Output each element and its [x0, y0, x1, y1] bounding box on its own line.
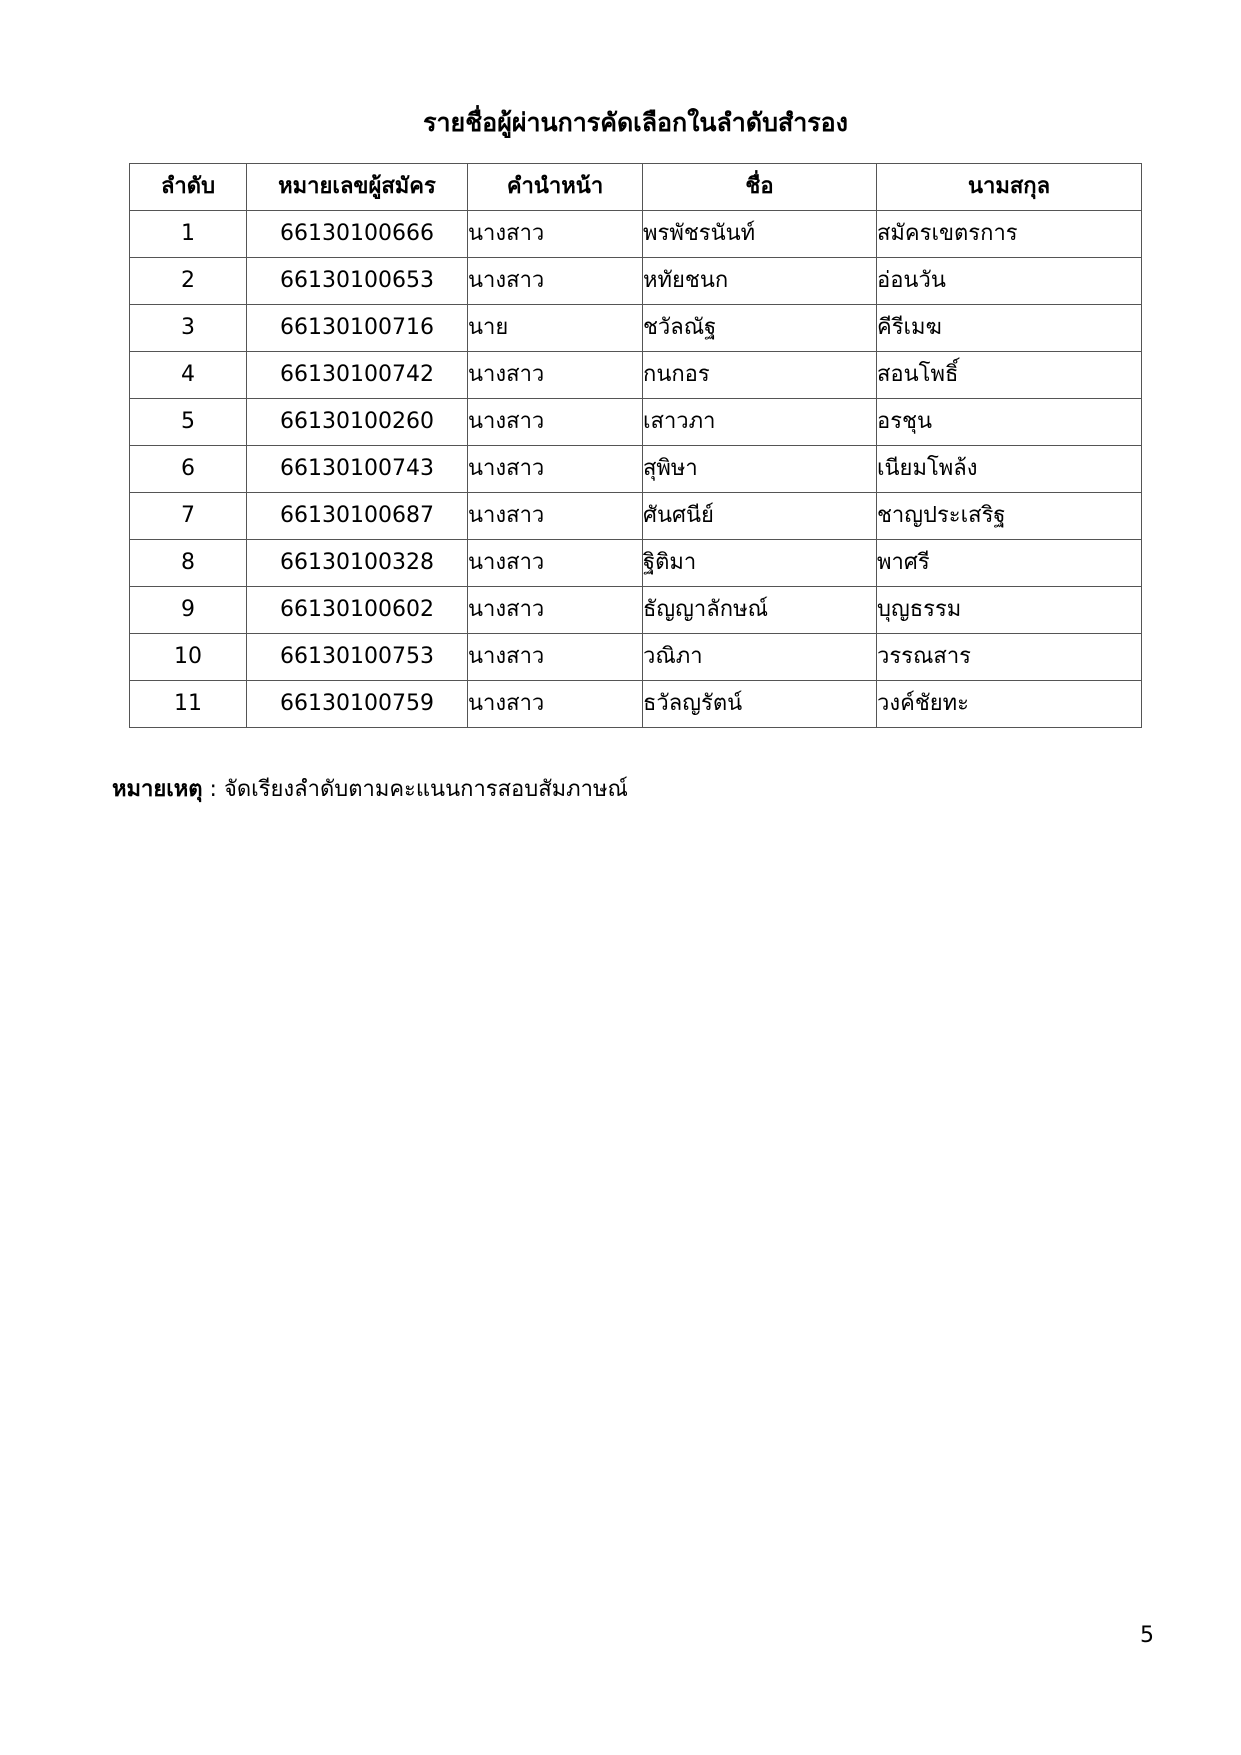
table-header-row [130, 164, 1142, 211]
prefix-cell: นางสาว [468, 681, 643, 728]
first-name-cell: ศันศนีย์ [643, 493, 877, 540]
table-row [130, 211, 1142, 258]
last-name-cell: บุญธรรม [877, 587, 1142, 634]
first-name-cell: ธัญญาลักษณ์ [643, 587, 877, 634]
prefix-cell: นางสาว [468, 587, 643, 634]
last-name-cell: ชาญประเสริฐ [877, 493, 1142, 540]
table-row [130, 540, 1142, 587]
applicant-id-cell: 66130100743 [247, 446, 468, 493]
prefix-cell: นางสาว [468, 493, 643, 540]
reserve-list-table [129, 163, 1142, 728]
prefix-cell: นางสาว [468, 399, 643, 446]
applicant-id-cell: 66130100260 [247, 399, 468, 446]
applicant-id-cell: 66130100753 [247, 634, 468, 681]
header-first-name: ชื่อ [643, 164, 877, 211]
applicant-id-cell: 66130100742 [247, 352, 468, 399]
order-cell: 1 [130, 211, 247, 258]
first-name-cell: หทัยชนก [643, 258, 877, 305]
page-number: 5 [1140, 1623, 1154, 1648]
order-cell: 8 [130, 540, 247, 587]
header-prefix: คำนำหน้า [468, 164, 643, 211]
last-name-cell: คีรีเมฆ [877, 305, 1142, 352]
header-last-name: นามสกุล [877, 164, 1142, 211]
table-row [130, 352, 1142, 399]
first-name-cell: ฐิติมา [643, 540, 877, 587]
first-name-cell: กนกอร [643, 352, 877, 399]
page-title: รายชื่อผู้ผ่านการคัดเลือกในลำดับสำรอง [423, 108, 848, 137]
first-name-cell: เสาวภา [643, 399, 877, 446]
table-row [130, 399, 1142, 446]
last-name-cell: อ่อนวัน [877, 258, 1142, 305]
table-row [130, 305, 1142, 352]
first-name-cell: ธวัลญรัตน์ [643, 681, 877, 728]
prefix-cell: นางสาว [468, 634, 643, 681]
applicant-id-cell: 66130100328 [247, 540, 468, 587]
prefix-cell: นางสาว [468, 540, 643, 587]
prefix-cell: นางสาว [468, 258, 643, 305]
order-cell: 11 [130, 681, 247, 728]
first-name-cell: สุพิษา [643, 446, 877, 493]
applicant-id-cell: 66130100687 [247, 493, 468, 540]
footnote-text: : จัดเรียงลำดับตามคะแนนการสอบสัมภาษณ์ [202, 777, 628, 802]
applicant-id-cell: 66130100666 [247, 211, 468, 258]
order-cell: 7 [130, 493, 247, 540]
last-name-cell: อรชุน [877, 399, 1142, 446]
prefix-cell: นางสาว [468, 211, 643, 258]
prefix-cell: นาย [468, 305, 643, 352]
first-name-cell: พรพัชรนันท์ [643, 211, 877, 258]
order-cell: 6 [130, 446, 247, 493]
order-cell: 4 [130, 352, 247, 399]
last-name-cell: วรรณสาร [877, 634, 1142, 681]
table-row [130, 258, 1142, 305]
order-cell: 10 [130, 634, 247, 681]
header-applicant-id: หมายเลขผู้สมัคร [247, 164, 468, 211]
order-cell: 3 [130, 305, 247, 352]
order-cell: 5 [130, 399, 247, 446]
prefix-cell: นางสาว [468, 352, 643, 399]
footnote-label: หมายเหตุ [112, 777, 203, 802]
prefix-cell: นางสาว [468, 446, 643, 493]
table-row [130, 446, 1142, 493]
table-row [130, 681, 1142, 728]
order-cell: 9 [130, 587, 247, 634]
applicant-id-cell: 66130100759 [247, 681, 468, 728]
last-name-cell: สมัครเขตรการ [877, 211, 1142, 258]
applicant-id-cell: 66130100653 [247, 258, 468, 305]
last-name-cell: สอนโพธิ์ [877, 352, 1142, 399]
first-name-cell: วณิภา [643, 634, 877, 681]
header-order: ลำดับ [130, 164, 247, 211]
applicant-id-cell: 66130100602 [247, 587, 468, 634]
applicant-id-cell: 66130100716 [247, 305, 468, 352]
last-name-cell: วงค์ชัยทะ [877, 681, 1142, 728]
last-name-cell: เนียมโพล้ง [877, 446, 1142, 493]
table-row [130, 587, 1142, 634]
last-name-cell: พาศรี [877, 540, 1142, 587]
table-row [130, 493, 1142, 540]
order-cell: 2 [130, 258, 247, 305]
first-name-cell: ชวัลณัฐ [643, 305, 877, 352]
table-row [130, 634, 1142, 681]
footnote [112, 771, 628, 806]
